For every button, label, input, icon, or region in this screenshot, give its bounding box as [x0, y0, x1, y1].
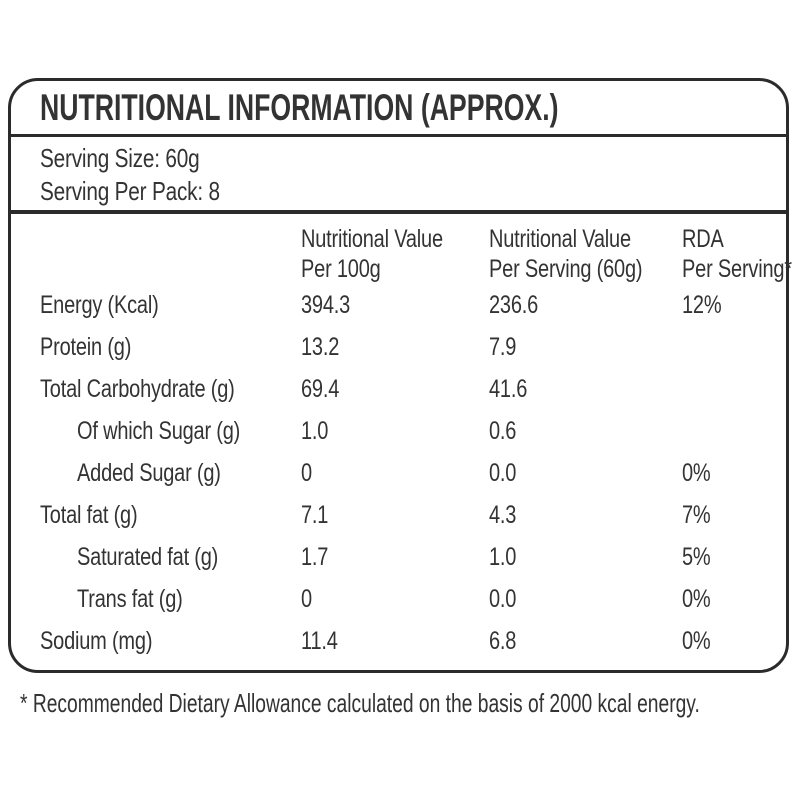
serving-per-pack-line: Serving Per Pack: 8	[40, 176, 220, 206]
header-rda-line2: Per Serving*	[682, 255, 792, 283]
table-row-sodium	[40, 620, 786, 662]
table-row-total-fat	[40, 494, 786, 536]
header-col-per-100g	[301, 224, 489, 284]
header-per-100g-line1: Nutritional Value	[301, 225, 443, 253]
header-rda-line1: RDA	[682, 225, 724, 253]
rda-value: 0%	[682, 458, 711, 487]
rda-value: 12%	[682, 290, 722, 319]
nutrient-name: Energy (Kcal)	[40, 290, 159, 319]
value-per-serving: 7.9	[489, 332, 517, 361]
header-per-100g-line2: Per 100g	[301, 255, 381, 283]
nutrient-name: Protein (g)	[40, 332, 132, 361]
table-row-total-carbohydrate	[40, 368, 786, 410]
value-per-serving: 0.6	[489, 416, 517, 445]
value-per-100g: 1.7	[301, 542, 329, 571]
header-col-nutrient	[40, 224, 301, 284]
value-per-100g: 69.4	[301, 374, 340, 403]
nutrition-label-box	[8, 78, 792, 673]
value-per-serving: 1.0	[489, 542, 517, 571]
value-per-100g: 1.0	[301, 416, 329, 445]
nutrient-name: Added Sugar (g)	[77, 458, 221, 487]
nutrient-name: Total Carbohydrate (g)	[40, 374, 235, 403]
table-row-protein	[40, 326, 786, 368]
header-col-rda	[682, 224, 800, 284]
rda-footnote	[20, 688, 800, 719]
nutrient-name: Of which Sugar (g)	[77, 416, 241, 445]
table-row-added-sugar	[40, 452, 786, 494]
label-title-section	[11, 81, 786, 137]
nutrient-name: Saturated fat (g)	[77, 542, 219, 571]
rda-footnote-text: * Recommended Dietary Allowance calculated on the basis of 2000 kcal energy.	[20, 688, 700, 718]
value-per-serving: 6.8	[489, 626, 517, 655]
value-per-100g: 0	[301, 458, 312, 487]
table-header-row	[40, 224, 792, 284]
nutrition-table	[11, 214, 792, 670]
label-title: NUTRITIONAL INFORMATION (APPROX.)	[40, 86, 559, 128]
nutrient-name: Sodium (mg)	[40, 626, 153, 655]
value-per-serving: 0.0	[489, 584, 517, 613]
value-per-100g: 7.1	[301, 500, 329, 529]
value-per-100g: 11.4	[301, 626, 338, 655]
table-row-saturated-fat	[40, 536, 786, 578]
serving-info-section	[11, 137, 786, 214]
value-per-serving: 236.6	[489, 290, 539, 319]
value-per-serving: 0.0	[489, 458, 517, 487]
value-per-100g: 13.2	[301, 332, 340, 361]
table-row-energy	[40, 284, 786, 326]
table-row-trans-fat	[40, 578, 786, 620]
rda-value: 7%	[682, 500, 711, 529]
value-per-serving: 41.6	[489, 374, 528, 403]
header-col-per-serving	[489, 224, 682, 284]
rda-value: 0%	[682, 626, 711, 655]
serving-size-line: Serving Size: 60g	[40, 143, 200, 173]
nutrient-name: Total fat (g)	[40, 500, 138, 529]
value-per-100g: 0	[301, 584, 312, 613]
value-per-serving: 4.3	[489, 500, 517, 529]
nutrient-name: Trans fat (g)	[77, 584, 183, 613]
header-per-serving-line1: Nutritional Value	[489, 225, 631, 253]
header-per-serving-line2: Per Serving (60g)	[489, 255, 643, 283]
rda-value: 5%	[682, 542, 711, 571]
value-per-100g: 394.3	[301, 290, 351, 319]
rda-value: 0%	[682, 584, 711, 613]
table-row-of-which-sugar	[40, 410, 786, 452]
